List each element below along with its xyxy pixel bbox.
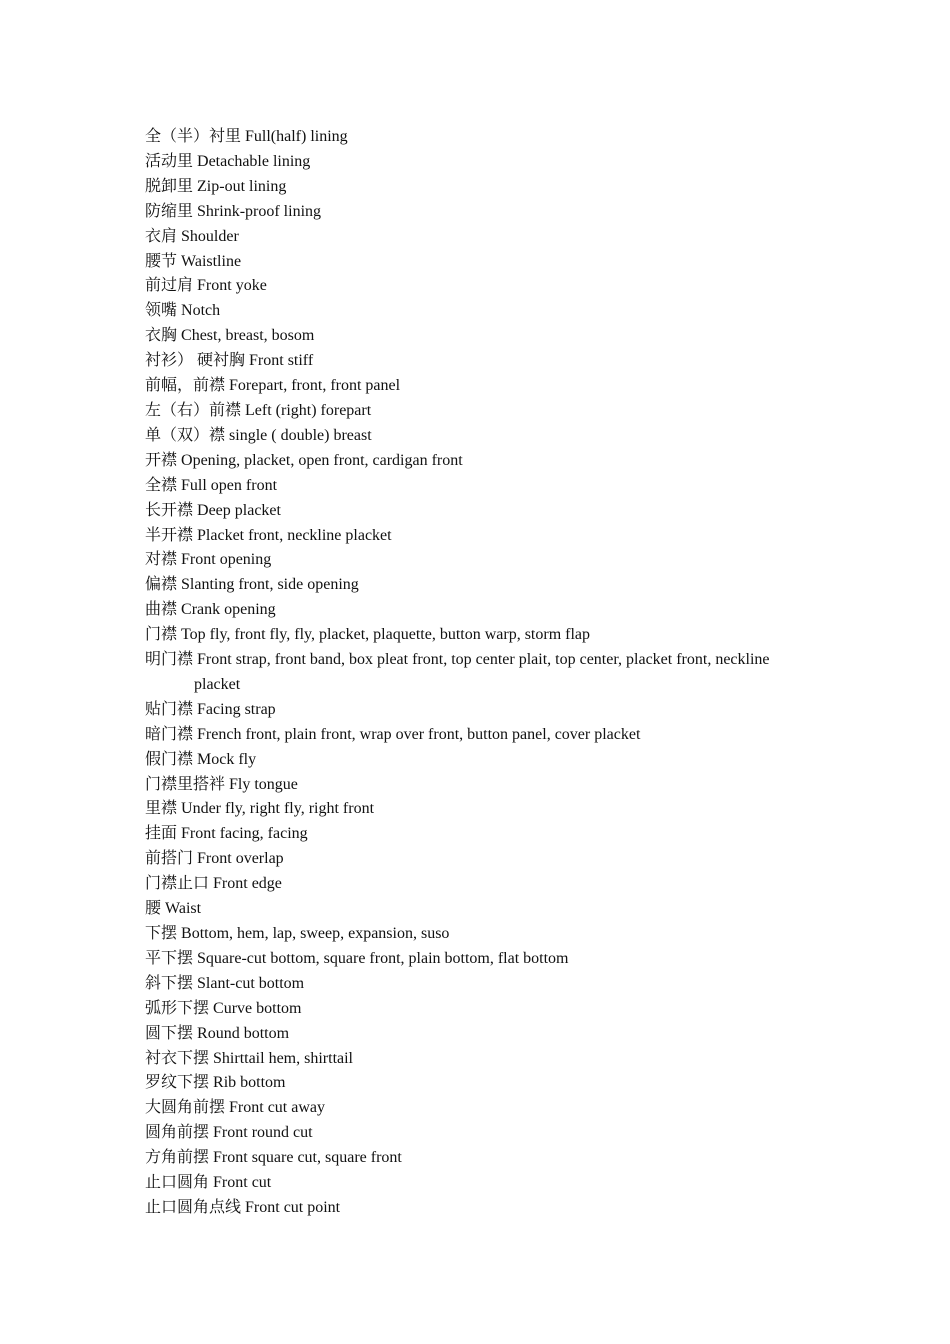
english-term: Front cut bbox=[213, 1174, 272, 1192]
chinese-term: 左（右）前襟 bbox=[145, 401, 242, 419]
english-term: Top fly, front fly, fly, placket, plaquette, button warp, storm flap bbox=[181, 626, 591, 644]
chinese-term: 里襟 bbox=[145, 800, 178, 818]
english-term: Zip-out lining bbox=[197, 177, 287, 195]
glossary-entry bbox=[145, 1096, 815, 1121]
chinese-term: 偏襟 bbox=[145, 576, 178, 594]
glossary-entry bbox=[145, 225, 815, 250]
chinese-term: 平下摆 bbox=[145, 949, 194, 967]
chinese-term: 腰 bbox=[145, 900, 162, 918]
english-term: Detachable lining bbox=[197, 152, 311, 170]
chinese-term: 开襟 bbox=[145, 451, 178, 469]
glossary-entry bbox=[145, 1196, 815, 1221]
glossary-entry bbox=[145, 449, 815, 474]
glossary-entry bbox=[145, 1121, 815, 1146]
chinese-term: 暗门襟 bbox=[145, 725, 194, 743]
english-term: Front opening bbox=[181, 551, 272, 569]
chinese-term: 全（半）衬里 bbox=[145, 128, 242, 145]
english-term: Crank opening bbox=[181, 601, 276, 619]
english-term: Mock fly bbox=[197, 750, 257, 768]
glossary-entry bbox=[145, 524, 815, 549]
glossary-entry bbox=[145, 598, 815, 623]
english-term: single ( double) breast bbox=[229, 426, 372, 444]
english-term: Front stiff bbox=[249, 352, 314, 370]
chinese-term: 衣胸 bbox=[145, 327, 178, 345]
chinese-term: 领嘴 bbox=[145, 302, 178, 320]
chinese-term: 假门襟 bbox=[145, 750, 194, 768]
english-term: Bottom, hem, lap, sweep, expansion, suso bbox=[181, 925, 450, 942]
english-term: Front yoke bbox=[197, 277, 267, 295]
english-term: Slanting front, side opening bbox=[181, 576, 359, 594]
glossary-entry bbox=[145, 324, 815, 349]
english-term: Facing strap bbox=[197, 700, 276, 718]
english-term: French front, plain front, wrap over front, button panel, cover placket bbox=[197, 725, 641, 743]
english-term: Deep placket bbox=[197, 501, 281, 519]
chinese-term: 曲襟 bbox=[145, 601, 178, 619]
glossary-entry bbox=[145, 499, 815, 524]
glossary-entry bbox=[145, 872, 815, 897]
chinese-term: 对襟 bbox=[145, 551, 178, 569]
glossary-entry bbox=[145, 897, 815, 922]
glossary-entry bbox=[145, 648, 815, 698]
english-term: Forepart, front, front panel bbox=[229, 377, 401, 395]
chinese-term: 门襟止口 bbox=[145, 875, 210, 893]
chinese-term: 下摆 bbox=[145, 925, 178, 942]
chinese-term: 衣肩 bbox=[145, 227, 178, 245]
glossary-entry bbox=[145, 847, 815, 872]
chinese-term: 斜下摆 bbox=[145, 974, 194, 992]
english-term: Opening, placket, open front, cardigan front bbox=[181, 451, 463, 469]
glossary-entry bbox=[145, 773, 815, 798]
english-term: Round bottom bbox=[197, 1024, 290, 1042]
garment-terms-glossary bbox=[145, 125, 815, 1221]
glossary-entry bbox=[145, 474, 815, 499]
chinese-term: 腰节 bbox=[145, 252, 178, 270]
chinese-term: 单（双）襟 bbox=[145, 426, 226, 444]
chinese-term: 前过肩 bbox=[145, 277, 194, 295]
glossary-entry bbox=[145, 374, 815, 399]
chinese-term: 方角前摆 bbox=[145, 1149, 210, 1167]
chinese-term: 脱卸里 bbox=[145, 177, 194, 195]
chinese-term: 衬衫） 硬衬胸 bbox=[145, 352, 246, 370]
chinese-term: 大圆角前摆 bbox=[145, 1099, 226, 1117]
glossary-entry bbox=[145, 399, 815, 424]
english-term: Slant-cut bottom bbox=[197, 974, 305, 992]
glossary-entry bbox=[145, 623, 815, 648]
glossary-entry bbox=[145, 997, 815, 1022]
glossary-entry bbox=[145, 1171, 815, 1196]
chinese-term: 止口圆角 bbox=[145, 1174, 210, 1192]
glossary-entry bbox=[145, 972, 815, 997]
chinese-term: 门襟 bbox=[145, 626, 178, 644]
glossary-entry bbox=[145, 1022, 815, 1047]
chinese-term: 圆下摆 bbox=[145, 1024, 194, 1042]
glossary-entry bbox=[145, 797, 815, 822]
chinese-term: 长开襟 bbox=[145, 501, 194, 519]
english-term: Shoulder bbox=[181, 227, 239, 245]
english-term: Front overlap bbox=[197, 850, 284, 868]
english-term: Fly tongue bbox=[229, 775, 298, 793]
english-term: Shirttail hem, shirttail bbox=[213, 1049, 353, 1067]
glossary-entry bbox=[145, 573, 815, 598]
english-term: Front square cut, square front bbox=[213, 1149, 402, 1167]
glossary-entry bbox=[145, 299, 815, 324]
glossary-entry bbox=[145, 748, 815, 773]
glossary-entry bbox=[145, 922, 815, 947]
english-term: Shrink-proof lining bbox=[197, 202, 322, 220]
chinese-term: 贴门襟 bbox=[145, 700, 194, 718]
glossary-entry bbox=[145, 125, 815, 150]
chinese-term: 圆角前摆 bbox=[145, 1124, 210, 1142]
glossary-entry bbox=[145, 1146, 815, 1171]
chinese-term: 防缩里 bbox=[145, 202, 194, 220]
glossary-entry bbox=[145, 349, 815, 374]
glossary-entry bbox=[145, 947, 815, 972]
chinese-term: 挂面 bbox=[145, 825, 178, 843]
chinese-term: 门襟里搭袢 bbox=[145, 775, 226, 793]
chinese-term: 前幅，前襟 bbox=[145, 377, 226, 395]
chinese-term: 弧形下摆 bbox=[145, 999, 210, 1017]
english-term: Chest, breast, bosom bbox=[181, 327, 315, 345]
english-term: Waistline bbox=[181, 252, 242, 270]
chinese-term: 全襟 bbox=[145, 476, 178, 494]
glossary-entry bbox=[145, 200, 815, 225]
english-term: Rib bottom bbox=[213, 1074, 286, 1092]
english-term: Placket front, neckline placket bbox=[197, 526, 392, 544]
chinese-term: 衬衣下摆 bbox=[145, 1049, 210, 1067]
chinese-term: 活动里 bbox=[145, 152, 194, 170]
glossary-entry bbox=[145, 424, 815, 449]
chinese-term: 止口圆角点线 bbox=[145, 1198, 242, 1216]
glossary-entry bbox=[145, 250, 815, 275]
english-term: Front cut point bbox=[245, 1198, 341, 1216]
english-term: Front strap, front band, box pleat front, top center plait, top center, placket front, neckline placket bbox=[194, 651, 770, 693]
english-term: Front round cut bbox=[213, 1124, 313, 1142]
english-term: Left (right) forepart bbox=[245, 401, 372, 419]
english-term: Front facing, facing bbox=[181, 825, 308, 843]
glossary-entry bbox=[145, 698, 815, 723]
english-term: Waist bbox=[165, 900, 202, 918]
english-term: Front cut away bbox=[229, 1099, 325, 1117]
english-term: Curve bottom bbox=[213, 999, 302, 1017]
chinese-term: 罗纹下摆 bbox=[145, 1074, 210, 1092]
english-term: Front edge bbox=[213, 875, 282, 893]
english-term: Full open front bbox=[181, 476, 278, 494]
chinese-term: 半开襟 bbox=[145, 526, 194, 544]
glossary-entry bbox=[145, 822, 815, 847]
glossary-entry bbox=[145, 548, 815, 573]
chinese-term: 前搭门 bbox=[145, 850, 194, 868]
english-term: Square-cut bottom, square front, plain bottom, flat bottom bbox=[197, 949, 569, 967]
english-term: Under fly, right fly, right front bbox=[181, 800, 375, 818]
glossary-entry bbox=[145, 150, 815, 175]
glossary-entry bbox=[145, 274, 815, 299]
chinese-term: 明门襟 bbox=[145, 651, 194, 669]
glossary-entry bbox=[145, 1071, 815, 1096]
glossary-entry bbox=[145, 1047, 815, 1072]
english-term: Notch bbox=[181, 302, 221, 320]
english-term: Full(half) lining bbox=[245, 128, 348, 145]
glossary-entry bbox=[145, 723, 815, 748]
glossary-entry bbox=[145, 175, 815, 200]
